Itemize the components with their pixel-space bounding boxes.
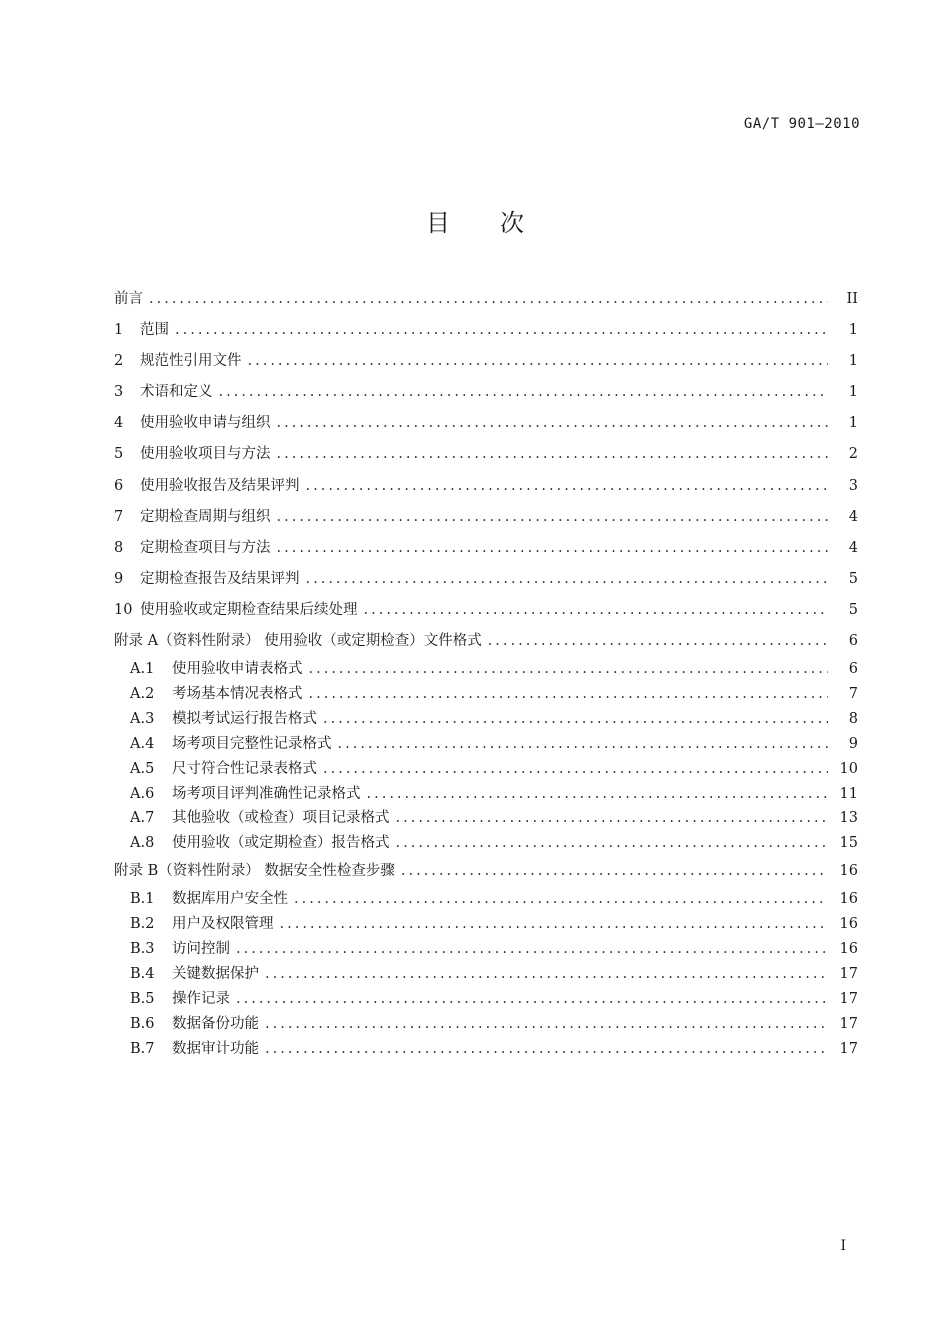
toc-entry-page: 11 — [839, 785, 858, 802]
leader-dots — [236, 987, 828, 1012]
toc-entry-label: 数据审计功能 — [172, 1040, 259, 1057]
leader-dots — [277, 533, 829, 564]
leader-dots — [323, 757, 828, 782]
toc-entry-page: 2 — [848, 446, 858, 463]
leader-dots — [248, 346, 829, 377]
toc-subentry[interactable] — [114, 707, 862, 732]
toc-entry-page: 4 — [848, 539, 858, 556]
leader-dots — [277, 502, 829, 533]
toc-entry-number: 7 — [114, 508, 124, 525]
toc-entry-page: 1 — [848, 322, 858, 339]
toc-subentry[interactable] — [114, 1037, 862, 1062]
toc-entry-number: B.4 — [130, 966, 155, 983]
toc-entry-title — [130, 732, 332, 757]
toc-entry-number: A.6 — [130, 785, 155, 802]
toc-entry-title — [130, 1037, 259, 1062]
toc-entry-title — [114, 502, 271, 533]
toc-entry-label: 用户及权限管理 — [172, 916, 274, 933]
toc-entry-label: 定期检查项目与方法 — [140, 539, 271, 556]
toc-entry[interactable] — [114, 284, 862, 315]
toc-entry-number: 6 — [114, 477, 124, 494]
leader-dots — [396, 831, 829, 856]
toc-entry-title — [130, 707, 317, 732]
toc-subentry[interactable] — [114, 806, 862, 831]
toc-entry-number: A.3 — [130, 710, 155, 727]
toc-entry-page: 3 — [848, 477, 858, 494]
toc-entry-page: 16 — [839, 941, 858, 958]
toc-entry-label: 使用验收报告及结果评判 — [140, 477, 300, 494]
toc-entry-title — [130, 1012, 259, 1037]
toc-entry[interactable] — [114, 533, 862, 564]
toc-entry-page: 9 — [848, 735, 858, 752]
page-title — [0, 203, 950, 238]
toc-entry-page: 17 — [839, 990, 858, 1007]
toc-entry-number: 2 — [114, 353, 124, 370]
toc-entry-label: 附录 A（资料性附录） 使用验收（或定期检查）文件格式 — [114, 633, 482, 650]
toc-entry-number: 1 — [114, 322, 124, 339]
toc-entry-title — [130, 912, 274, 937]
leader-dots — [309, 682, 829, 707]
toc-entry-label: 场考项目完整性记录格式 — [172, 735, 332, 752]
toc-entry-title — [114, 377, 213, 408]
toc-entry[interactable] — [114, 564, 862, 595]
toc-entry-title — [130, 962, 259, 987]
toc-entry-title — [114, 439, 271, 470]
toc-entry-page: II — [846, 291, 858, 307]
leader-dots — [323, 707, 828, 732]
leader-dots — [396, 806, 829, 831]
toc-entry-page: 17 — [839, 1015, 858, 1032]
leader-dots — [280, 912, 829, 937]
toc-entry[interactable] — [114, 502, 862, 533]
toc-entry-label: 关键数据保护 — [172, 966, 259, 983]
toc-entry-label: 定期检查报告及结果评判 — [140, 570, 300, 587]
leader-dots — [265, 1012, 828, 1037]
page-number: I — [840, 1238, 846, 1254]
toc-entry-title — [114, 564, 300, 595]
toc-entry-number: A.5 — [130, 760, 155, 777]
toc-entry-label: 尺寸符合性记录表格式 — [172, 760, 317, 777]
toc-entry-label: 使用验收或定期检查结果后续处理 — [140, 601, 358, 618]
toc-entry-page: 7 — [848, 686, 858, 703]
leader-dots — [488, 626, 828, 657]
toc-entry-label: 访问控制 — [172, 941, 230, 958]
toc-entry-number: B.6 — [130, 1015, 155, 1032]
toc-entry-title — [130, 682, 303, 707]
toc-entry-title — [130, 806, 390, 831]
toc-subentry[interactable] — [114, 732, 862, 757]
toc-subentry[interactable] — [114, 962, 862, 987]
toc-entry-page: 5 — [848, 601, 858, 618]
toc-entry-number: 8 — [114, 539, 124, 556]
toc-subentry[interactable] — [114, 1012, 862, 1037]
toc-entry-title — [114, 408, 271, 439]
toc-entry[interactable] — [114, 471, 862, 502]
toc-entry-title — [114, 471, 300, 502]
toc-entry-label: 数据库用户安全性 — [172, 891, 288, 908]
toc-entry[interactable] — [114, 315, 862, 346]
leader-dots — [219, 377, 829, 408]
toc-entry-number: B.5 — [130, 990, 155, 1007]
toc-entry-label: 数据备份功能 — [172, 1015, 259, 1032]
toc-subentry[interactable] — [114, 757, 862, 782]
toc-entry-label: 考场基本情况表格式 — [172, 686, 303, 703]
toc-entry-label: 场考项目评判准确性记录格式 — [172, 785, 361, 802]
toc-entry-label: 术语和定义 — [140, 384, 213, 401]
toc-entry-number: 5 — [114, 446, 124, 463]
leader-dots — [175, 315, 828, 346]
leader-dots — [265, 962, 828, 987]
toc-subentry[interactable] — [114, 782, 862, 807]
toc-entry-title — [130, 937, 230, 962]
toc-entry-title — [114, 315, 169, 346]
toc-entry-title — [114, 856, 395, 887]
leader-dots — [277, 408, 829, 439]
toc-entry-page: 17 — [839, 966, 858, 983]
leader-dots — [367, 782, 829, 807]
toc-entry-number: 10 — [114, 601, 133, 618]
toc-subentry[interactable] — [114, 912, 862, 937]
toc-appendix-entry[interactable] — [114, 626, 862, 657]
leader-dots — [364, 595, 829, 626]
leader-dots — [309, 657, 829, 682]
toc-entry-title — [130, 831, 390, 856]
toc-entry-number: A.7 — [130, 810, 155, 827]
toc-subentry[interactable] — [114, 657, 862, 682]
toc-entry-page: 1 — [848, 415, 858, 432]
toc-subentry[interactable] — [114, 987, 862, 1012]
standard-code: GA/T 901—2010 — [743, 116, 860, 132]
toc-entry-page: 10 — [839, 760, 858, 777]
toc-entry-page: 6 — [848, 633, 858, 650]
toc-entry-page: 1 — [848, 384, 858, 401]
toc-entry-page: 4 — [848, 508, 858, 525]
toc-entry-page: 17 — [839, 1040, 858, 1057]
toc-entry-page: 8 — [848, 710, 858, 727]
leader-dots — [306, 564, 829, 595]
toc-entry-page: 15 — [839, 835, 858, 852]
toc-entry-number: B.7 — [130, 1040, 155, 1057]
leader-dots — [265, 1037, 828, 1062]
toc-subentry[interactable] — [114, 831, 862, 856]
toc-entry-title — [130, 757, 317, 782]
toc-entry-label: 使用验收（或定期检查）报告格式 — [172, 835, 390, 852]
toc-entry[interactable] — [114, 439, 862, 470]
toc-entry-label: 使用验收申请与组织 — [140, 415, 271, 432]
toc-entry[interactable] — [114, 595, 862, 626]
title-char-1: 目 — [426, 209, 450, 237]
toc-entry-label: 规范性引用文件 — [140, 353, 242, 370]
toc-entry-number: 3 — [114, 384, 124, 401]
toc-entry[interactable] — [114, 377, 862, 408]
toc-appendix-entry[interactable] — [114, 856, 862, 887]
toc-entry-page: 5 — [848, 570, 858, 587]
toc-entry-label: 前言 — [114, 291, 143, 307]
toc-entry-label: 操作记录 — [172, 990, 230, 1007]
toc-entry-title — [130, 657, 303, 682]
toc-entry[interactable] — [114, 346, 862, 377]
toc-entry-label: 定期检查周期与组织 — [140, 508, 271, 525]
toc-entry-number: A.2 — [130, 686, 155, 703]
toc-entry-page: 16 — [839, 891, 858, 908]
toc-entry-page: 6 — [848, 661, 858, 678]
toc-entry-number: 9 — [114, 570, 124, 587]
title-char-2: 次 — [500, 209, 524, 237]
toc-entry-title — [130, 987, 230, 1012]
toc-entry-page: 16 — [839, 863, 858, 880]
toc-entry-number: B.3 — [130, 941, 155, 958]
leader-dots — [338, 732, 829, 757]
toc-entry-label: 模拟考试运行报告格式 — [172, 710, 317, 727]
toc-entry[interactable] — [114, 408, 862, 439]
toc-entry-number: 4 — [114, 415, 124, 432]
leader-dots — [236, 937, 828, 962]
toc-entry-title — [114, 626, 482, 657]
toc-entry-title — [130, 887, 288, 912]
toc-entry-title — [114, 346, 242, 377]
toc-entry-number: B.1 — [130, 891, 155, 908]
leader-dots — [294, 887, 828, 912]
toc-entry-number: A.1 — [130, 661, 155, 678]
toc-entry-label: 其他验收（或检查）项目记录格式 — [172, 810, 390, 827]
toc-subentry[interactable] — [114, 937, 862, 962]
toc-entry-title — [114, 595, 358, 626]
toc-subentry[interactable] — [114, 887, 862, 912]
toc-entry-title — [114, 533, 271, 564]
toc-entry-label: 附录 B（资料性附录） 数据安全性检查步骤 — [114, 863, 395, 880]
toc-entry-page: 1 — [848, 353, 858, 370]
table-of-contents — [114, 284, 862, 1062]
toc-entry-label: 使用验收项目与方法 — [140, 446, 271, 463]
leader-dots — [306, 471, 829, 502]
toc-entry-title — [130, 782, 361, 807]
toc-entry-label: 范围 — [140, 322, 169, 339]
toc-entry-label: 使用验收申请表格式 — [172, 661, 303, 678]
leader-dots — [149, 284, 828, 315]
toc-entry-number: B.2 — [130, 916, 155, 933]
leader-dots — [277, 439, 829, 470]
toc-entry-number: A.4 — [130, 735, 155, 752]
leader-dots — [401, 856, 828, 887]
toc-entry-number: A.8 — [130, 835, 155, 852]
toc-entry-title — [114, 284, 143, 315]
toc-entry-page: 16 — [839, 916, 858, 933]
toc-entry-page: 13 — [839, 810, 858, 827]
toc-subentry[interactable] — [114, 682, 862, 707]
